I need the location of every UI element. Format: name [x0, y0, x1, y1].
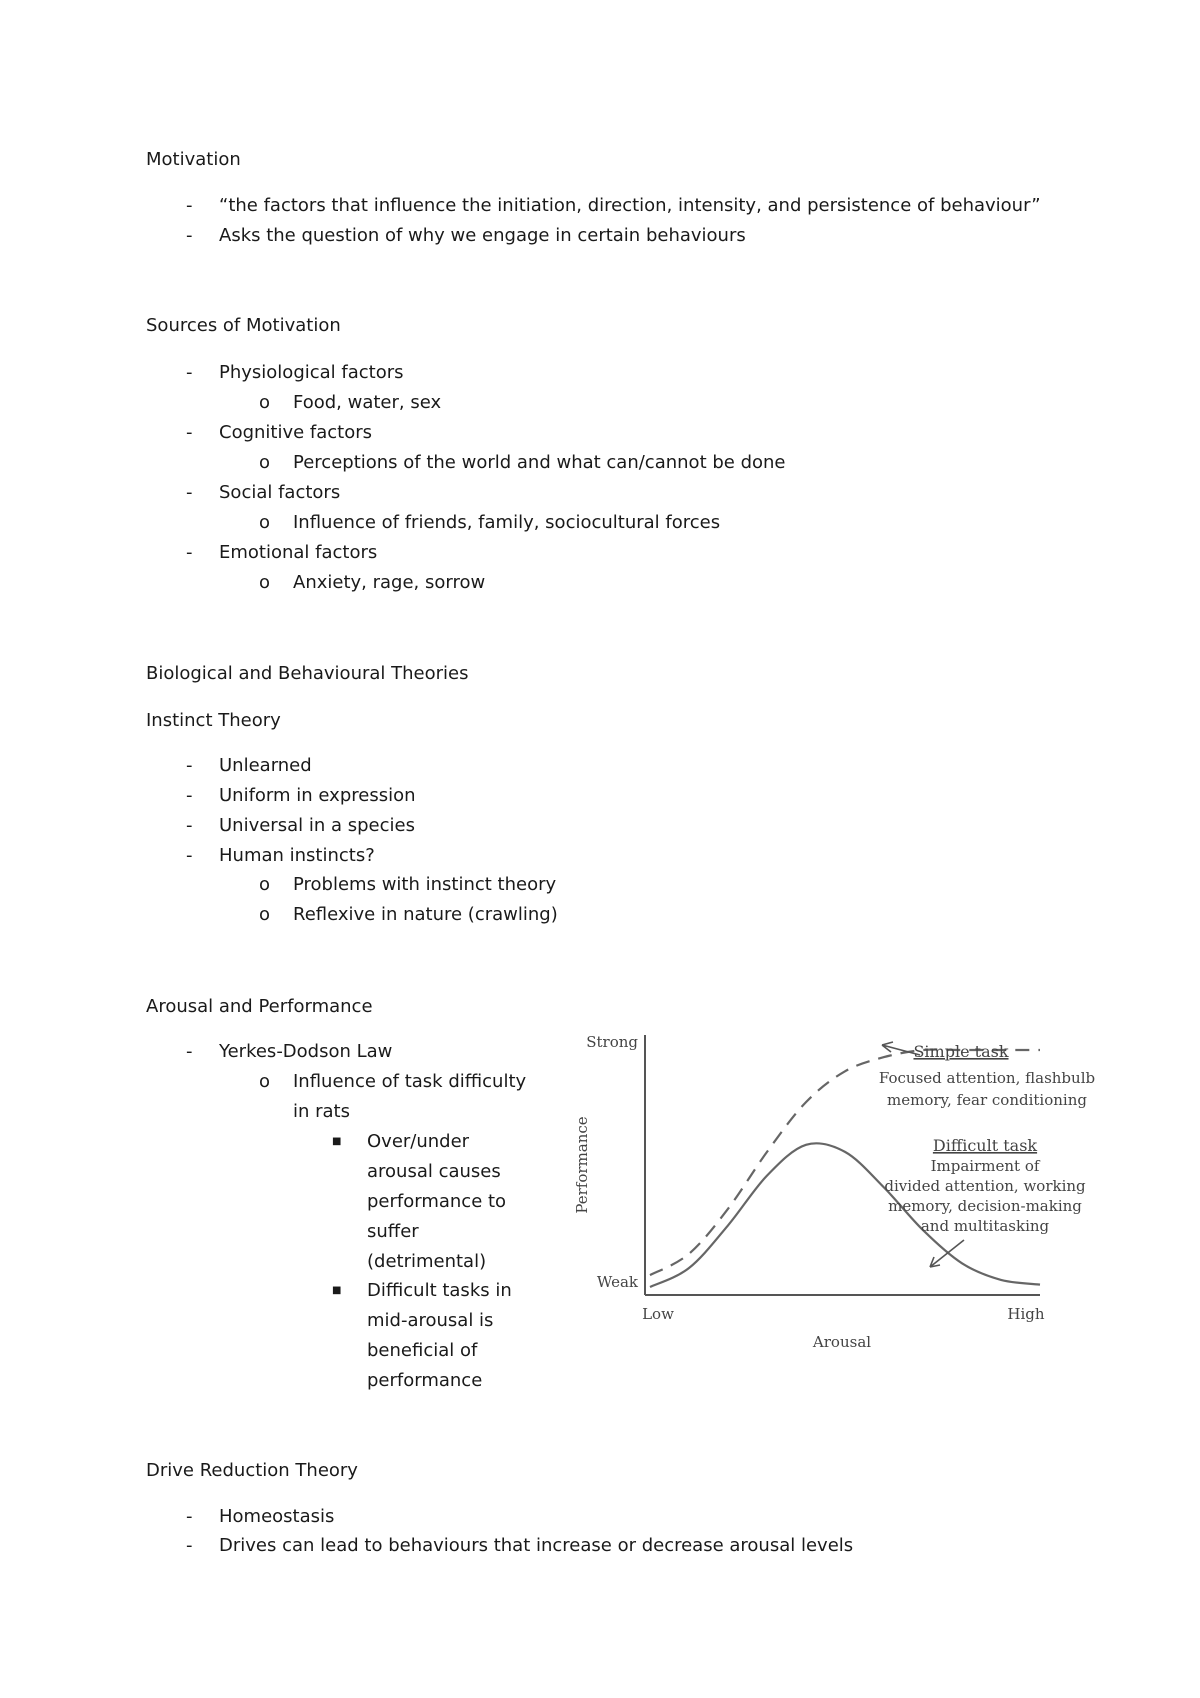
- list-item-line: arousal causes: [367, 1161, 501, 1182]
- dash-bullet: -: [186, 195, 193, 216]
- annotation-text: Impairment of: [930, 1157, 1040, 1175]
- list-item: Yerkes-Dodson Law: [219, 1041, 393, 1062]
- list-item: Food, water, sex: [293, 392, 442, 413]
- section-heading-drive: Drive Reduction Theory: [146, 1460, 358, 1481]
- list-item: Physiological factors: [219, 362, 404, 383]
- dash-bullet: -: [186, 845, 193, 866]
- list-item-line: performance: [367, 1370, 483, 1391]
- circle-bullet: o: [259, 874, 271, 895]
- legend-label-simple-task: Simple task: [913, 1042, 1009, 1061]
- dash-bullet: -: [186, 542, 193, 563]
- list-item: Perceptions of the world and what can/cannot be done: [293, 452, 786, 473]
- list-item: Homeostasis: [219, 1506, 335, 1527]
- y-tick-label: Strong: [586, 1033, 638, 1051]
- list-item-line: performance to: [367, 1191, 507, 1212]
- annotation-text: divided attention, working: [884, 1177, 1086, 1195]
- annotation-text: and multitasking: [920, 1217, 1050, 1235]
- square-bullet: ■: [332, 1285, 342, 1296]
- list-item: Uniform in expression: [219, 785, 416, 806]
- circle-bullet: o: [259, 1071, 271, 1092]
- x-tick-label: High: [1007, 1305, 1045, 1323]
- dash-bullet: -: [186, 1535, 193, 1556]
- section-heading-bio-theories: Biological and Behavioural Theories: [146, 663, 469, 684]
- list-item: Anxiety, rage, sorrow: [293, 572, 486, 593]
- list-item: Influence of friends, family, sociocultural forces: [293, 512, 721, 533]
- annotation-text: Focused attention, flashbulb: [878, 1069, 1096, 1087]
- x-tick-label: Low: [642, 1305, 674, 1323]
- list-item-line: beneficial of: [367, 1340, 478, 1361]
- section-heading-sources: Sources of Motivation: [146, 315, 341, 336]
- list-item: Unlearned: [219, 755, 312, 776]
- y-tick-label: Weak: [596, 1273, 638, 1291]
- dash-bullet: -: [186, 225, 193, 246]
- dash-bullet: -: [186, 815, 193, 836]
- motivation-definition: “the factors that influence the initiation, direction, intensity, and persistence of behaviour”: [219, 195, 1041, 216]
- list-item-line: Difficult tasks in: [367, 1280, 512, 1301]
- circle-bullet: o: [259, 904, 271, 925]
- yerkes-dodson-chart: [560, 1005, 1145, 1350]
- dash-bullet: -: [186, 362, 193, 383]
- list-item: Human instincts?: [219, 845, 375, 866]
- list-item-line: mid-arousal is: [367, 1310, 494, 1331]
- dash-bullet: -: [186, 755, 193, 776]
- section-heading-motivation: Motivation: [146, 149, 241, 170]
- list-item: Reflexive in nature (crawling): [293, 904, 558, 925]
- x-axis-label: Arousal: [812, 1333, 872, 1350]
- subheading-instinct-theory: Instinct Theory: [146, 710, 281, 731]
- list-item: Emotional factors: [219, 542, 378, 563]
- list-item-line: (detrimental): [367, 1251, 487, 1272]
- list-item: Asks the question of why we engage in certain behaviours: [219, 225, 746, 246]
- circle-bullet: o: [259, 452, 271, 473]
- circle-bullet: o: [259, 512, 271, 533]
- circle-bullet: o: [259, 392, 271, 413]
- legend-label-difficult-task: Difficult task: [932, 1136, 1038, 1155]
- section-heading-arousal: Arousal and Performance: [146, 996, 373, 1017]
- list-item: Social factors: [219, 482, 341, 503]
- list-item: Problems with instinct theory: [293, 874, 557, 895]
- y-axis-label: Performance: [573, 1116, 591, 1214]
- list-item: Universal in a species: [219, 815, 415, 836]
- list-item: Drives can lead to behaviours that increase or decrease arousal levels: [219, 1535, 854, 1556]
- annotation-text: memory, decision-making: [888, 1197, 1082, 1215]
- dash-bullet: -: [186, 1041, 193, 1062]
- list-item-line: Over/under: [367, 1131, 470, 1152]
- dash-bullet: -: [186, 422, 193, 443]
- circle-bullet: o: [259, 572, 271, 593]
- arrow-icon: [930, 1240, 964, 1267]
- dash-bullet: -: [186, 785, 193, 806]
- square-bullet: ■: [332, 1136, 342, 1147]
- list-item-line: in rats: [293, 1101, 350, 1122]
- list-item-line: suffer: [367, 1221, 419, 1242]
- list-item-line: Influence of task difficulty: [293, 1071, 527, 1092]
- dash-bullet: -: [186, 482, 193, 503]
- annotation-text: memory, fear conditioning: [887, 1091, 1087, 1109]
- dash-bullet: -: [186, 1506, 193, 1527]
- list-item: Cognitive factors: [219, 422, 373, 443]
